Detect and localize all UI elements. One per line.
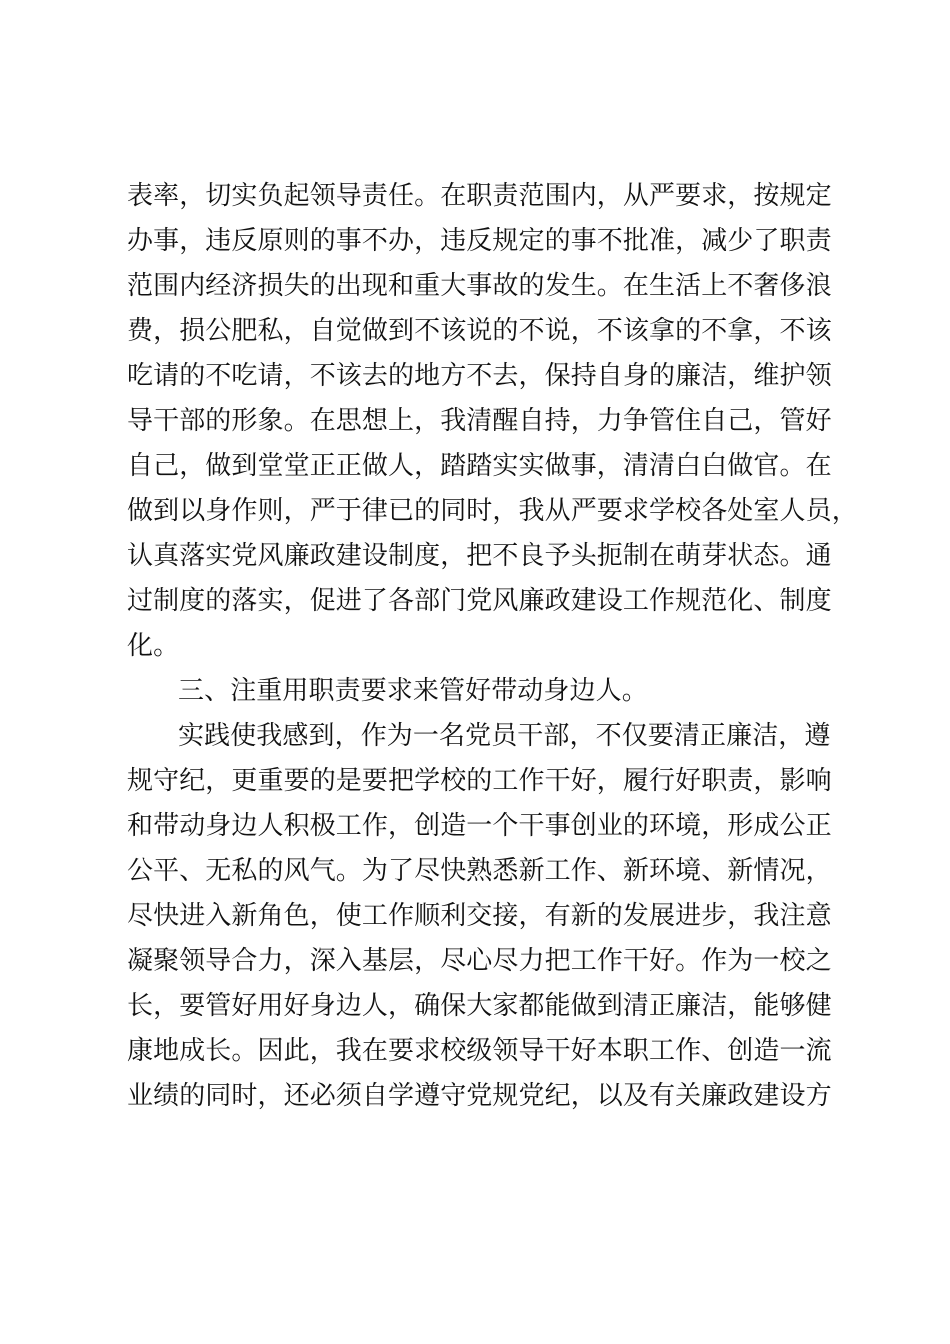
text-line: 凝聚领导合力，深入基层，尽心尽力把工作干好。作为一校之 [127,946,832,976]
text-line: 康地成长。因此，我在要求校级领导干好本职工作、创造一流 [127,1036,832,1066]
text-line: 业绩的同时，还必须自学遵守党规党纪，以及有关廉政建设方 [127,1081,832,1111]
paragraph-first-line: 实践使我感到，作为一名党员干部，不仅要清正廉洁，遵 [178,721,831,751]
text-line: 长，要管好用好身边人，确保大家都能做到清正廉洁，能够健 [127,991,832,1021]
text-line: 公平、无私的风气。为了尽快熟悉新工作、新环境、新情况， [127,856,832,886]
text-line: 规守纪，更重要的是要把学校的工作干好，履行好职责，影响 [127,766,832,796]
text-line: 做到以身作则，严于律已的同时，我从严要求学校各处室人员， [127,496,858,526]
text-line: 自己，做到堂堂正正做人，踏踏实实做事，清清白白做官。在 [127,451,832,481]
text-line: 过制度的落实，促进了各部门党风廉政建设工作规范化、制度 [127,586,832,616]
text-line: 化。 [127,631,180,661]
text-line: 范围内经济损失的出现和重大事故的发生。在生活上不奢侈浪 [127,271,832,301]
section-heading: 三、注重用职责要求来管好带动身边人。 [178,676,648,706]
text-line: 吃请的不吃请，不该去的地方不去，保持自身的廉洁，维护领 [127,361,832,391]
text-line: 费，损公肥私，自觉做到不该说的不说，不该拿的不拿，不该 [127,316,832,346]
text-line: 表率，切实负起领导责任。在职责范围内，从严要求，按规定 [127,181,832,211]
text-line: 和带动身边人积极工作，创造一个干事创业的环境，形成公正 [127,811,832,841]
text-line: 办事，违反原则的事不办，违反规定的事不批准，减少了职责 [127,226,832,256]
text-line: 导干部的形象。在思想上，我清醒自持，力争管住自己，管好 [127,406,832,436]
text-line: 尽快进入新角色，使工作顺利交接，有新的发展进步，我注意 [127,901,832,931]
text-line: 认真落实党风廉政建设制度，把不良予头扼制在萌芽状态。通 [127,541,832,571]
